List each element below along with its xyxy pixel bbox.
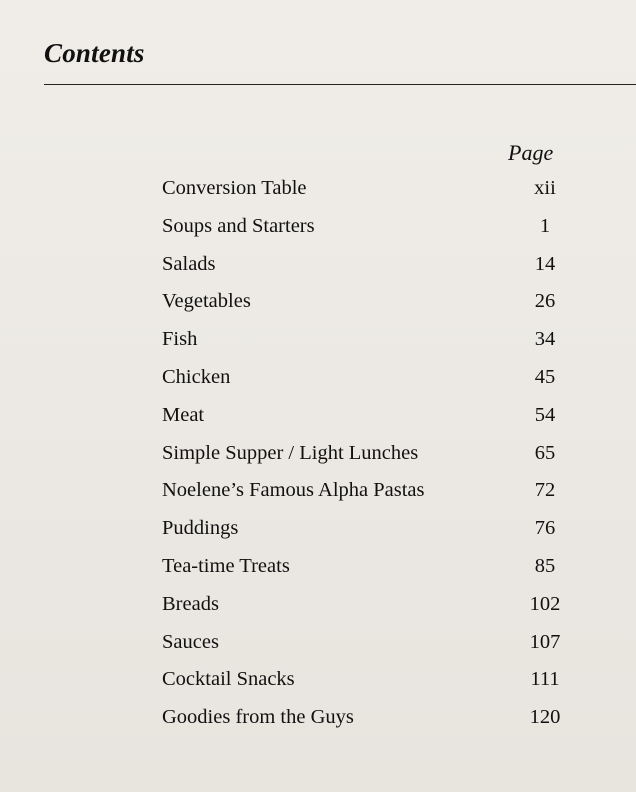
toc-entry-breads xyxy=(0,586,636,624)
toc-entry-page: 65 xyxy=(534,441,556,464)
toc-entry-title: Simple Supper / Light Lunches xyxy=(162,441,419,464)
toc-entry-page: 14 xyxy=(534,252,556,275)
toc-entry-chicken xyxy=(0,359,636,397)
toc-entry-title: Goodies from the Guys xyxy=(162,706,354,729)
toc-entry-title: Conversion Table xyxy=(162,177,307,199)
toc-entry-page: 107 xyxy=(529,630,561,653)
page-title: Contents xyxy=(44,38,145,68)
toc-entry-page: 1 xyxy=(539,214,551,237)
toc-entry-page: xii xyxy=(534,177,556,199)
toc-entry-cocktail-snacks xyxy=(0,661,636,699)
toc-entry-page: 111 xyxy=(530,668,560,691)
toc-entry-page: 76 xyxy=(534,517,556,540)
toc-entry-alpha-pastas xyxy=(0,472,636,510)
toc-entry-salads xyxy=(0,246,636,284)
toc-entry-simple-supper xyxy=(0,435,636,473)
toc-entry-meat xyxy=(0,397,636,435)
toc-entry-title: Cocktail Snacks xyxy=(162,668,295,691)
toc-entry-title: Chicken xyxy=(162,365,231,388)
toc-entry-title: Breads xyxy=(162,592,219,615)
toc-entry-title: Vegetables xyxy=(162,290,251,313)
toc-entry-conversion-table xyxy=(0,170,636,208)
toc-entry-page: 54 xyxy=(534,403,556,426)
toc-entry-title: Puddings xyxy=(162,517,239,540)
table-of-contents xyxy=(0,170,636,737)
toc-entry-sauces xyxy=(0,624,636,662)
toc-entry-page: 34 xyxy=(534,328,556,351)
toc-entry-title: Meat xyxy=(162,403,205,426)
toc-entry-title: Tea-time Treats xyxy=(162,554,290,577)
toc-entry-title: Salads xyxy=(162,252,216,275)
toc-entry-page: 120 xyxy=(529,706,561,729)
toc-entry-page: 85 xyxy=(534,554,556,577)
toc-entry-title: Noelene’s Famous Alpha Pastas xyxy=(162,479,425,502)
toc-entry-page: 72 xyxy=(534,479,556,502)
toc-entry-page: 26 xyxy=(534,290,556,313)
toc-entry-puddings xyxy=(0,510,636,548)
toc-entry-title: Fish xyxy=(162,328,198,351)
toc-entry-title: Soups and Starters xyxy=(162,214,315,237)
toc-entry-goodies-from-the-guys xyxy=(0,699,636,737)
toc-entry-fish xyxy=(0,321,636,359)
toc-entry-vegetables xyxy=(0,283,636,321)
header-divider xyxy=(44,84,636,85)
toc-entry-soups-and-starters xyxy=(0,208,636,246)
page-column-label: Page xyxy=(508,140,554,165)
toc-entry-page: 102 xyxy=(529,592,561,615)
toc-entry-tea-time-treats xyxy=(0,548,636,586)
toc-entry-page: 45 xyxy=(534,365,556,388)
toc-entry-title: Sauces xyxy=(162,630,219,653)
